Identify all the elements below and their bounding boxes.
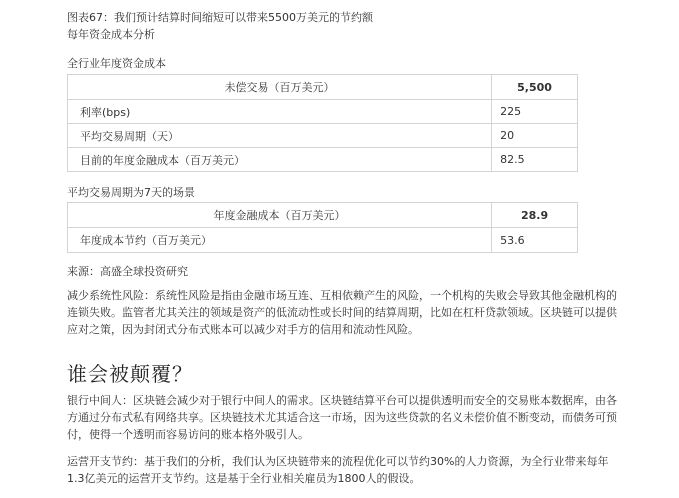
row-label: 年度成本节约（百万美元）	[68, 228, 492, 253]
figure-title: 图表67：我们预计结算时间缩短可以带来5500万美元的节约额	[67, 11, 373, 24]
paragraph-systemic-risk: 减少系统性风险：系统性风险是指由金融市场互连、互相依赖产生的风险，一个机构的失败会导致其他金融机构的连锁失败。监管者尤其关注的领域是资产的低流动性或长时间的结算周期，比如在杠杆贷款领域。区块链可以提供应对之策，因为封闭式分布式账本可以减少对手方的信用和流动性风险。	[67, 289, 617, 336]
table1-section-label: 全行业年度资金成本	[67, 57, 166, 70]
row-label: 平均交易周期（天）	[68, 124, 492, 148]
table2-section-label: 平均交易周期为7天的场景	[67, 186, 195, 199]
table-header-row	[68, 75, 578, 100]
row-value: 82.5	[492, 148, 578, 172]
section-heading: 谁会被颠覆？	[67, 362, 193, 386]
paragraph-opex-savings: 运营开支节约：基于我们的分析，我们认为区块链带来的流程优化可以节约30%的人力资源，为全行业带来每年1.3亿美元的运营开支节约。这是基于全行业相关雇员为1800人的假设。	[67, 455, 609, 485]
table-row	[68, 124, 578, 148]
table-row	[68, 228, 578, 253]
table-header-value: 5,500	[492, 75, 578, 100]
paragraph-bank-intermediary: 银行中间人：区块链会减少对于银行中间人的需求。区块链结算平台可以提供透明而安全的交易账本数据库，由各方通过分布式私有网络共享。区块链技术尤其适合这一市场，因为这些贷款的名义未偿价值不断变动，而债务可预付，使得一个透明而容易访问的账本格外吸引人。	[67, 394, 617, 441]
row-value: 53.6	[492, 228, 578, 253]
source-note: 来源：高盛全球投资研究	[67, 265, 188, 278]
row-label: 目前的年度金融成本（百万美元）	[68, 148, 492, 172]
figure-subtitle: 每年资金成本分析	[67, 28, 155, 41]
row-label: 利率(bps)	[68, 100, 492, 124]
table-row	[68, 148, 578, 172]
table-header-row	[68, 203, 578, 228]
funding-cost-table	[67, 74, 578, 172]
table-header-label: 未偿交易（百万美元）	[68, 75, 492, 100]
table-row	[68, 100, 578, 124]
scenario-table	[67, 202, 578, 253]
row-value: 20	[492, 124, 578, 148]
table-header-value: 28.9	[492, 203, 578, 228]
row-value: 225	[492, 100, 578, 124]
table-header-label: 年度金融成本（百万美元）	[68, 203, 492, 228]
